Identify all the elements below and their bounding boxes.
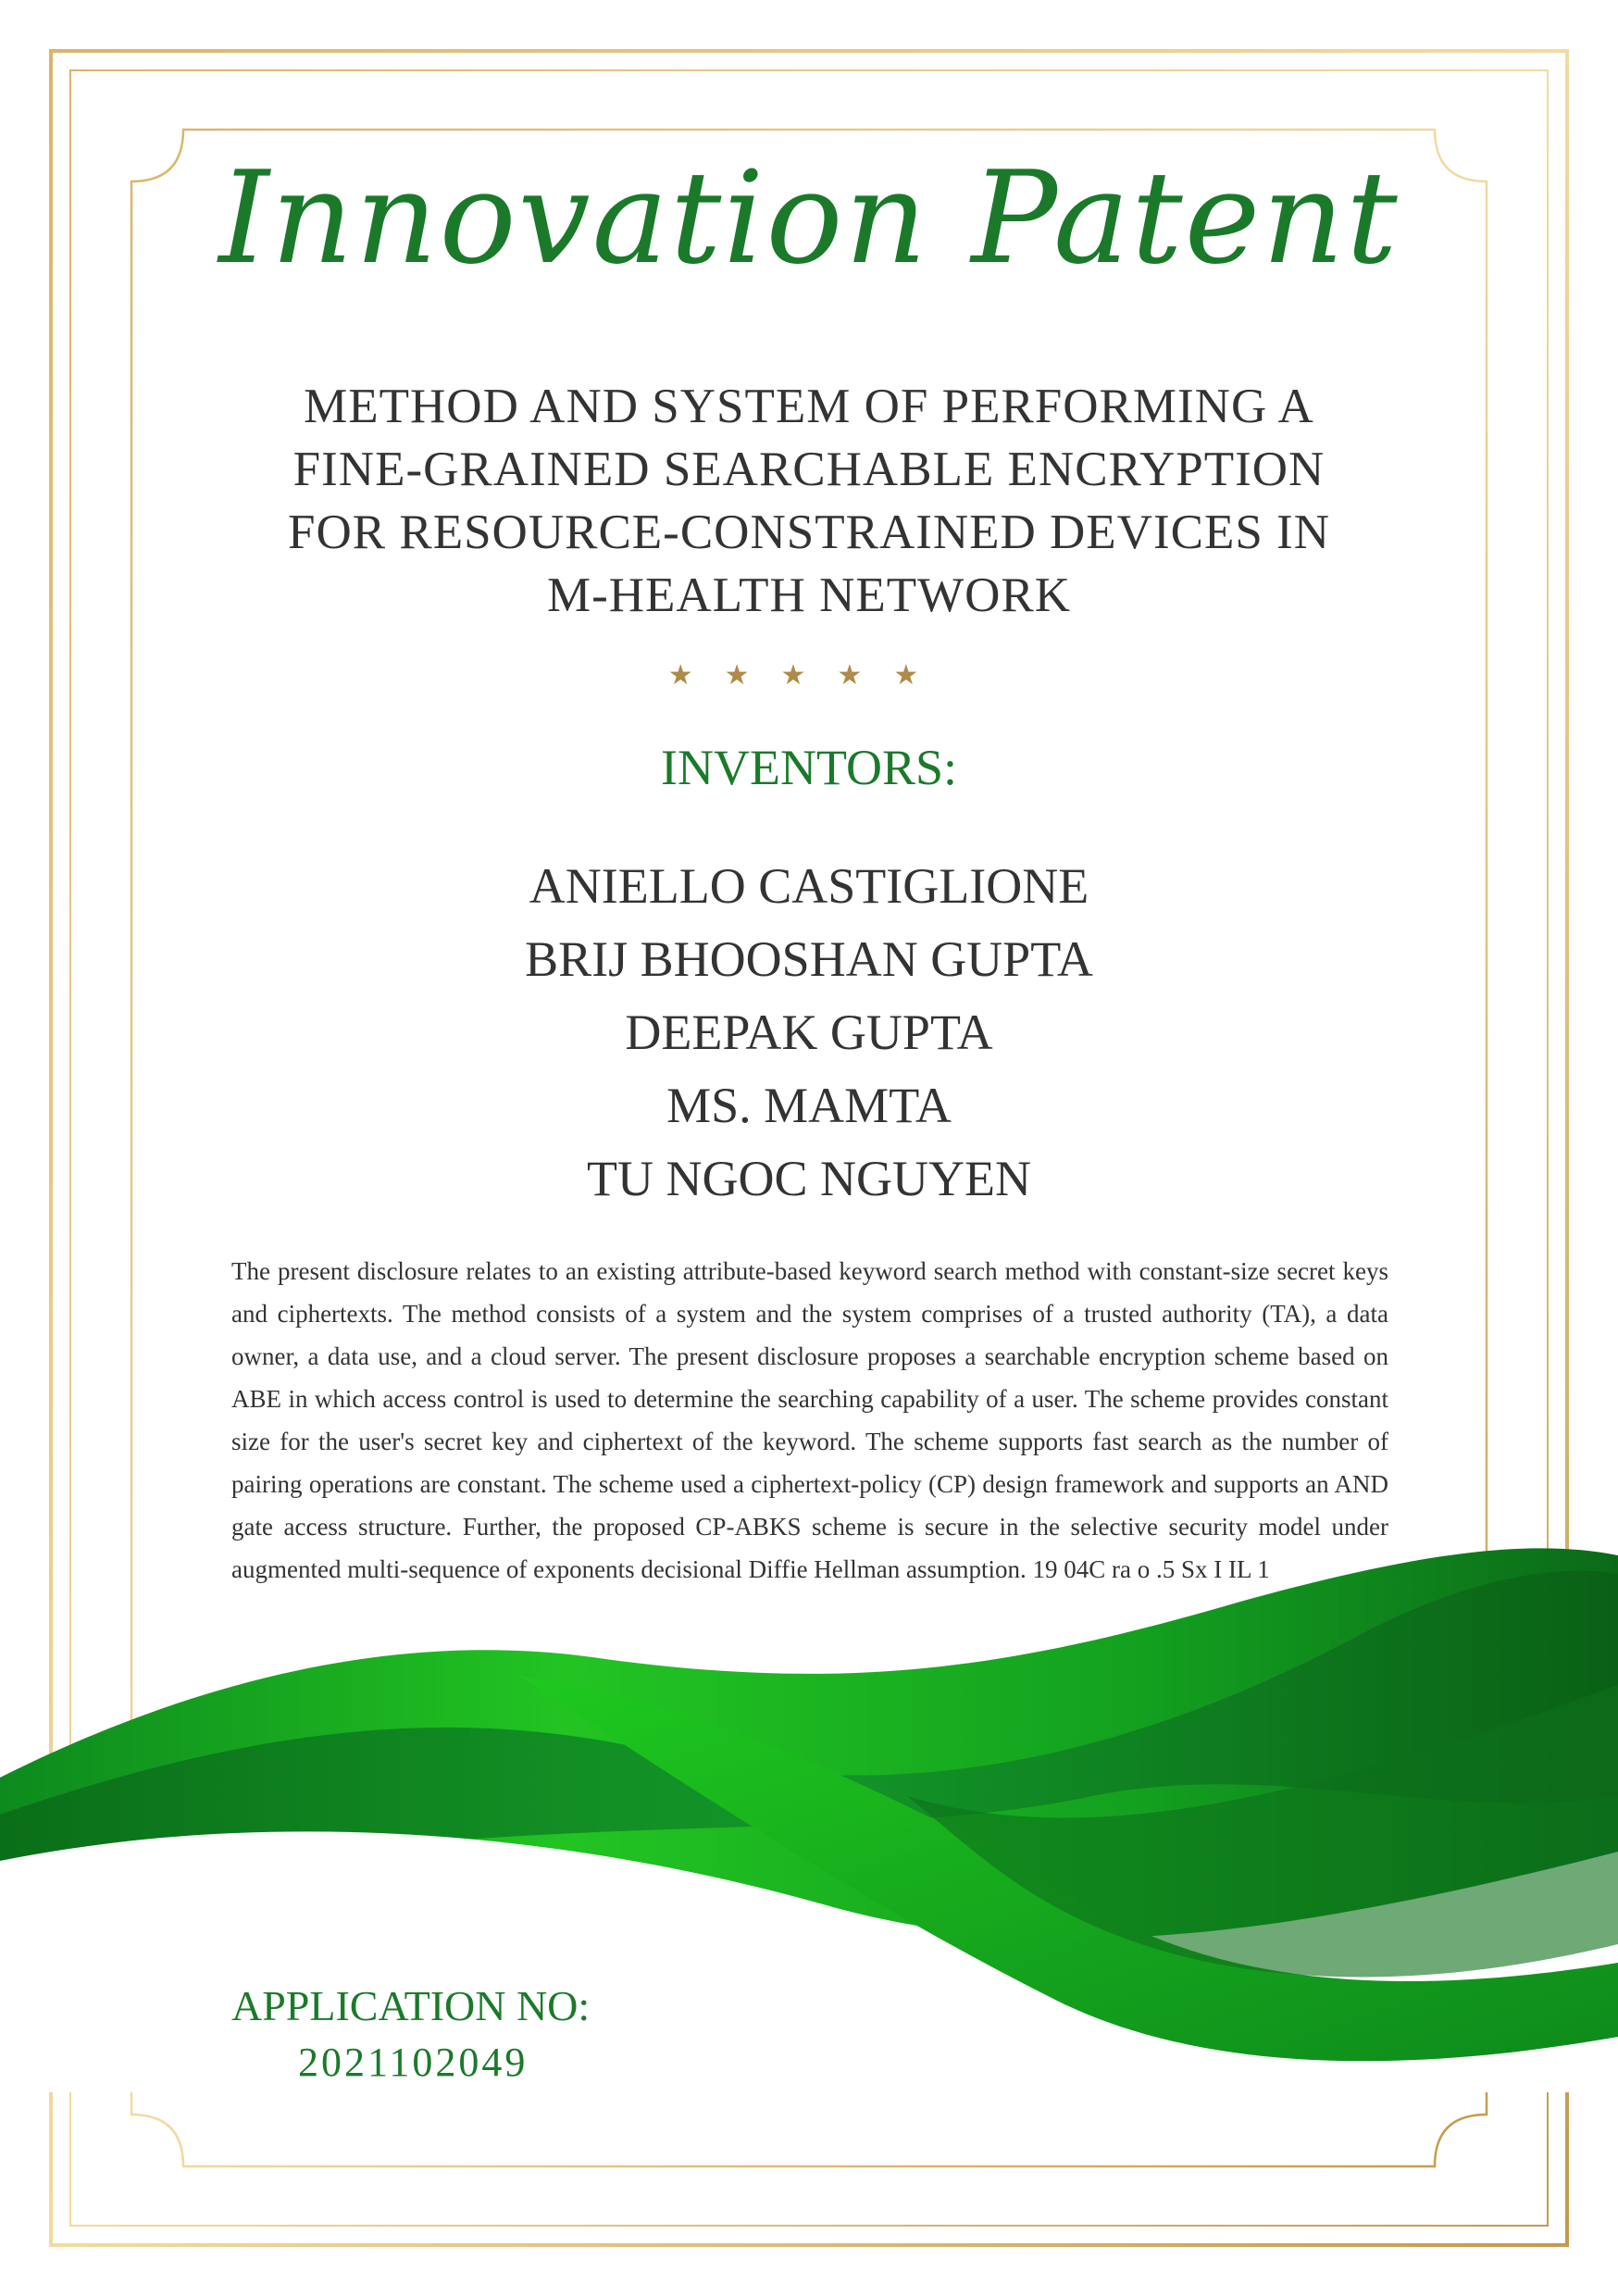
inventor-name: TU NGOC NGUYEN bbox=[587, 1151, 1031, 1206]
abstract-paragraph: The present disclosure relates to an existing attribute-based keyword search method with constant-size secret keys and ciphertexts. The method consists of a system and the system comprises of a trusted authority (TA), a data owner, a data use, and a cloud server. The present disclosure proposes a searchable encryption scheme based on ABE in which access control is used to determine the searching capability of a user. The scheme provides constant size for the user's secret key and ciphertext of the keyword. The scheme supports fast search as the number of pairing operations are constant. The scheme used a ciphertext-policy (CP) design framework and supports an AND gate access structure. Further, the proposed CP-ABKS scheme is secure in the selective security model under augmented multi-sequence of exponents decisional Diffie Hellman assumption. 19 04C ra o .5 Sx I IL 1 bbox=[231, 1257, 1388, 1583]
patent-title-line: M-HEALTH NETWORK bbox=[546, 568, 1072, 622]
inventors-heading: INVENTORS: bbox=[660, 740, 958, 795]
patent-title-line: FINE-GRAINED SEARCHABLE ENCRYPTION bbox=[292, 443, 1326, 496]
inventor-name: DEEPAK GUPTA bbox=[625, 1004, 993, 1060]
inventor-name: BRIJ BHOOSHAN GUPTA bbox=[525, 931, 1093, 987]
application-number: 2021102049 bbox=[298, 2040, 529, 2085]
patent-title-line: METHOD AND SYSTEM OF PERFORMING A bbox=[304, 380, 1314, 433]
inventor-name: MS. MAMTA bbox=[666, 1078, 952, 1133]
inventor-name: ANIELLO CASTIGLIONE bbox=[529, 858, 1089, 914]
inventor-list bbox=[0, 850, 1618, 1216]
star-divider-icon: ★★★★★ bbox=[667, 660, 951, 691]
patent-title bbox=[231, 375, 1387, 627]
certificate-title: Innovation Patent bbox=[218, 144, 1400, 293]
patent-title-line: FOR RESOURCE-CONSTRAINED DEVICES IN bbox=[288, 505, 1330, 559]
application-label: APPLICATION NO: bbox=[231, 1982, 591, 2029]
